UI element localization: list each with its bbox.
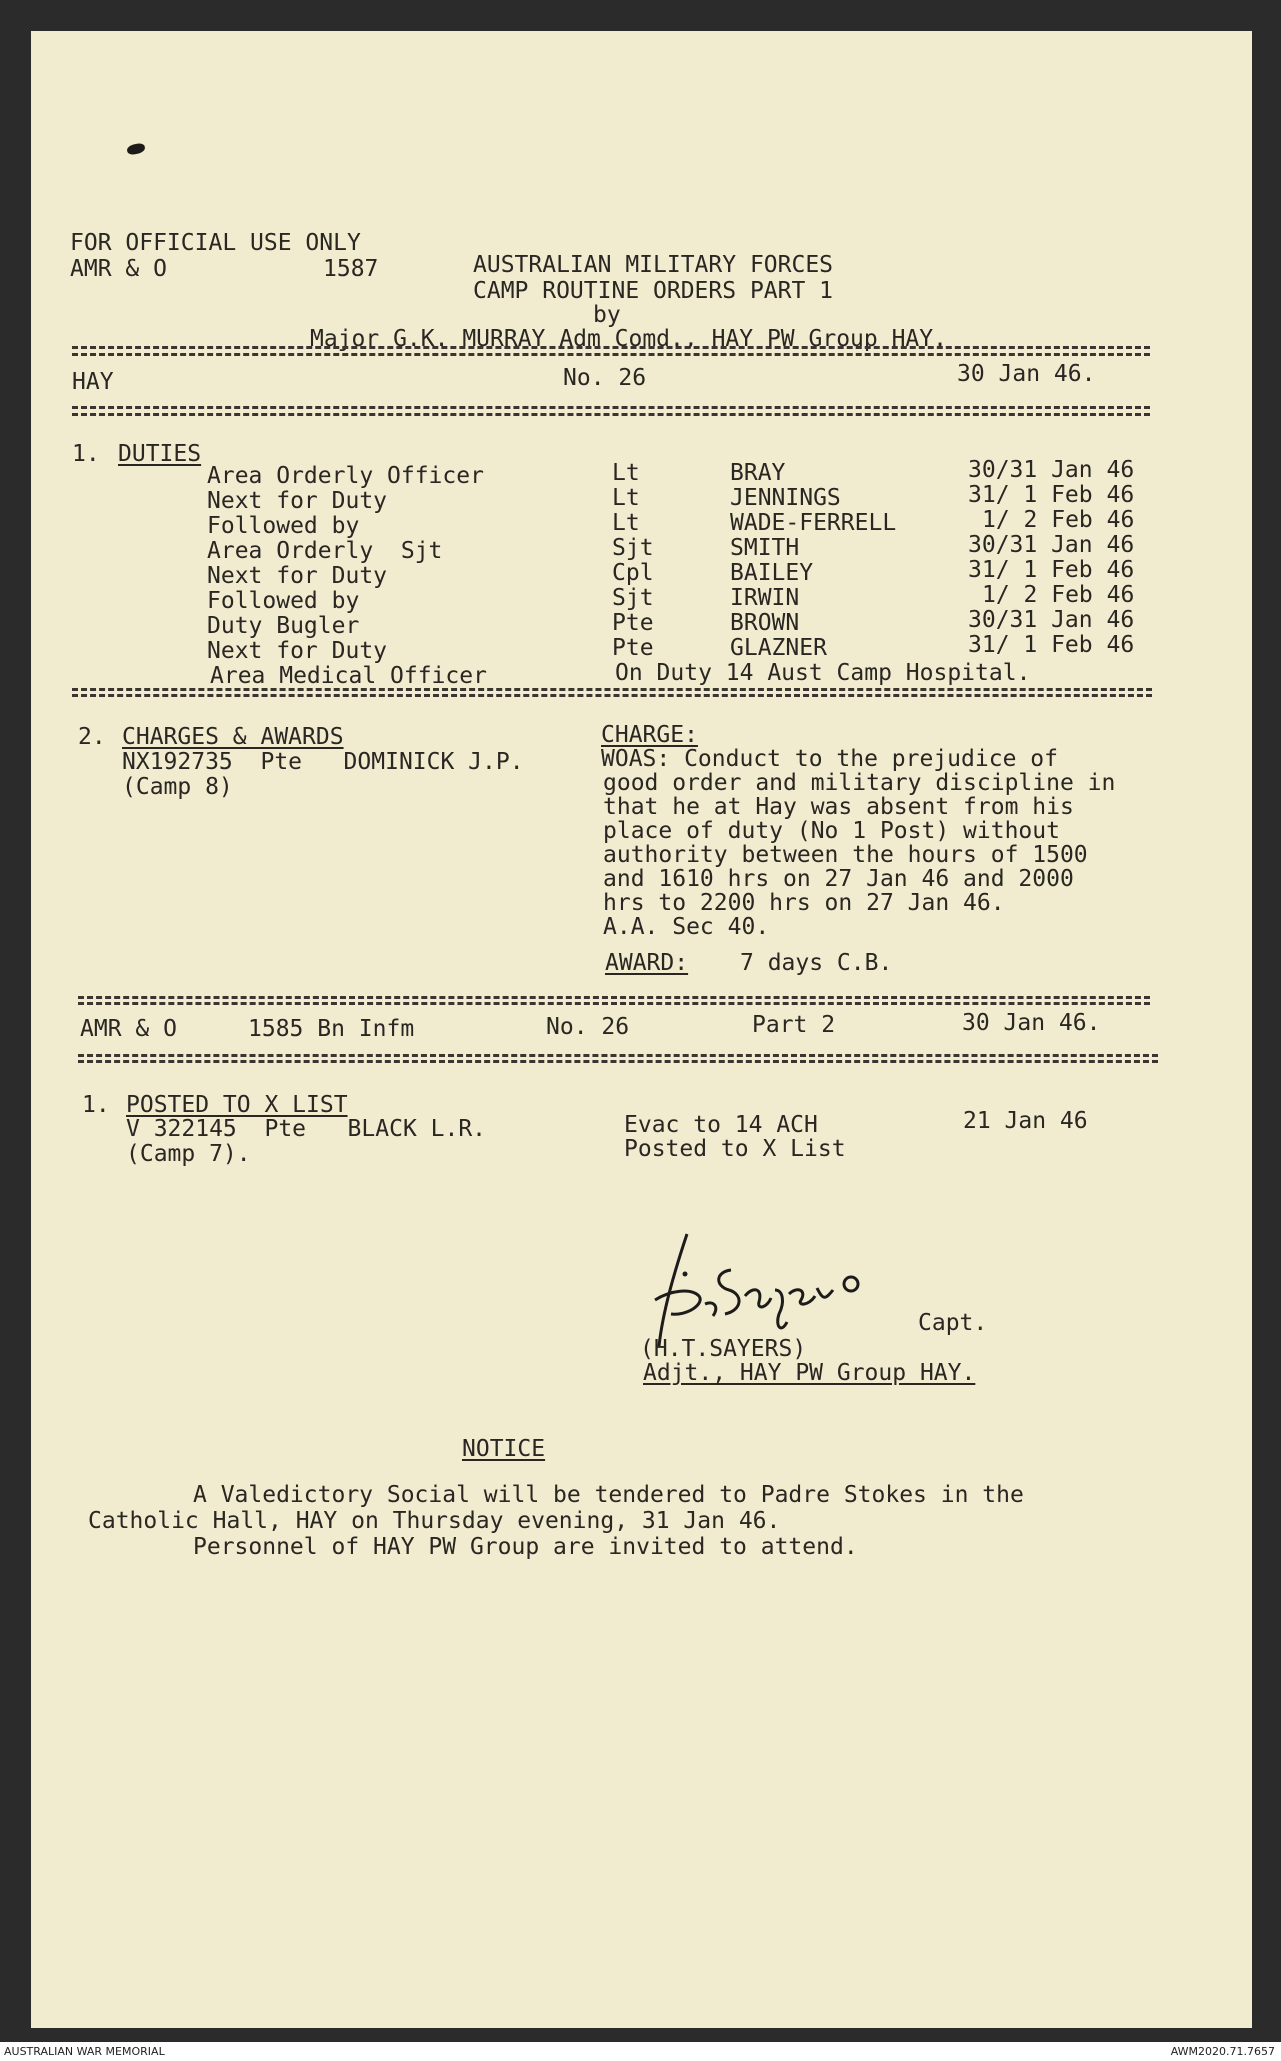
duty-rank: Pte — [612, 610, 654, 636]
charge-line: authority between the hours of 1500 — [603, 842, 1088, 868]
divider — [72, 688, 1152, 691]
divider — [78, 1002, 1150, 1005]
charge-line: WOAS: Conduct to the prejudice of — [601, 746, 1058, 772]
charged-soldier: NX192735 Pte DOMINICK J.P. — [122, 749, 524, 775]
duty-role: Duty Bugler — [207, 613, 360, 639]
posted-soldier: V 322145 Pte BLACK L.R. — [126, 1116, 487, 1142]
charge-line: that he at Hay was absent from his — [603, 794, 1074, 820]
duty-rank: Lt — [612, 485, 640, 511]
duty-name: JENNINGS — [730, 485, 841, 511]
part2-number: No. 26 — [546, 1014, 630, 1040]
signature-rank: Capt. — [918, 1310, 988, 1336]
duty-name: IRWIN — [730, 585, 800, 611]
duty-role: Area Orderly Sjt — [207, 538, 443, 564]
duty-name: BRAY — [730, 460, 786, 486]
duty-role: Next for Duty — [207, 488, 388, 514]
archive-name: AUSTRALIAN WAR MEMORIAL — [4, 2045, 165, 2058]
duty-role: Next for Duty — [207, 563, 388, 589]
divider — [72, 694, 1152, 697]
duties-number: 1. — [72, 441, 100, 467]
place: HAY — [72, 369, 114, 395]
posted-heading: POSTED TO X LIST — [126, 1092, 348, 1118]
signature-name: (H.T.SAYERS) — [640, 1336, 807, 1362]
divider — [72, 413, 1150, 416]
medical-role: Area Medical Officer — [210, 663, 487, 689]
duty-date: 1/ 2 Feb 46 — [982, 582, 1135, 608]
award-label: AWARD: — [605, 950, 689, 976]
duty-role: Followed by — [207, 513, 360, 539]
duty-date: 31/ 1 Feb 46 — [968, 557, 1135, 583]
duty-rank: Sjt — [612, 585, 654, 611]
duty-role: Followed by — [207, 588, 360, 614]
notice-line: Personnel of HAY PW Group are invited to attend. — [193, 1534, 858, 1560]
charges-heading: CHARGES & AWARDS — [122, 724, 344, 750]
duty-date: 31/ 1 Feb 46 — [968, 632, 1135, 658]
amr-number: 1587 — [323, 256, 379, 282]
duty-date: 30/31 Jan 46 — [968, 532, 1135, 558]
divider — [78, 996, 1150, 999]
part2-part: Part 2 — [752, 1012, 836, 1038]
part2-unit: 1585 Bn Infm — [248, 1016, 415, 1042]
posted-action-1: Evac to 14 ACH — [624, 1112, 818, 1138]
duty-name: WADE-FERRELL — [730, 510, 897, 536]
duty-rank: Cpl — [612, 560, 654, 586]
charge-line: good order and military discipline in — [603, 770, 1116, 796]
divider — [72, 353, 1150, 356]
award-value: 7 days C.B. — [740, 950, 893, 976]
doc-title-1: AUSTRALIAN MILITARY FORCES — [473, 252, 834, 278]
charge-line: and 1610 hrs on 27 Jan 46 and 2000 — [603, 866, 1074, 892]
notice-line: Catholic Hall, HAY on Thursday evening, 31 Jan 46. — [88, 1508, 781, 1534]
duty-name: GLAZNER — [730, 635, 827, 661]
duty-rank: Lt — [612, 510, 640, 536]
archive-footer — [0, 2042, 1281, 2061]
amr-label: AMR & O — [70, 256, 167, 282]
duty-date: 1/ 2 Feb 46 — [982, 507, 1135, 533]
medical-value: On Duty 14 Aust Camp Hospital. — [615, 660, 1031, 686]
charges-number: 2. — [78, 724, 106, 750]
duty-role: Next for Duty — [207, 638, 388, 664]
handwritten-signature — [635, 1230, 895, 1350]
duty-date: 31/ 1 Feb 46 — [968, 482, 1135, 508]
order-number: No. 26 — [563, 365, 647, 391]
duty-rank: Pte — [612, 635, 654, 661]
order-date: 30 Jan 46. — [957, 361, 1096, 387]
posted-number: 1. — [82, 1092, 110, 1118]
duties-heading: DUTIES — [118, 441, 202, 467]
posted-camp: (Camp 7). — [126, 1141, 251, 1167]
charged-camp: (Camp 8) — [122, 774, 233, 800]
doc-title-2: CAMP ROUTINE ORDERS PART 1 — [473, 278, 834, 304]
notice-line: A Valedictory Social will be tendered to Padre Stokes in the — [193, 1482, 1024, 1508]
divider — [78, 1054, 1158, 1057]
archive-reference: AWM2020.71.7657 — [1170, 2045, 1275, 2058]
charge-line: place of duty (No 1 Post) without — [603, 818, 1060, 844]
duty-date: 30/31 Jan 46 — [968, 457, 1135, 483]
doc-issuer: Major G.K. MURRAY Adm Comd., HAY PW Group HAY. — [310, 326, 947, 352]
duty-name: BAILEY — [730, 560, 814, 586]
charge-line: A.A. Sec 40. — [603, 914, 770, 940]
part2-date: 30 Jan 46. — [962, 1010, 1101, 1036]
charge-label: CHARGE: — [601, 722, 698, 748]
part2-amr: AMR & O — [80, 1016, 177, 1042]
official-use-label: FOR OFFICIAL USE ONLY — [70, 230, 361, 256]
duty-rank: Lt — [612, 460, 640, 486]
doc-by: by — [593, 302, 621, 328]
posted-date: 21 Jan 46 — [963, 1108, 1088, 1134]
duty-rank: Sjt — [612, 535, 654, 561]
duty-name: SMITH — [730, 535, 800, 561]
divider — [72, 406, 1150, 409]
divider — [78, 1060, 1158, 1063]
posted-action-2: Posted to X List — [624, 1136, 846, 1162]
duty-name: BROWN — [730, 610, 800, 636]
notice-heading: NOTICE — [462, 1436, 546, 1462]
duty-date: 30/31 Jan 46 — [968, 607, 1135, 633]
charge-line: hrs to 2200 hrs on 27 Jan 46. — [603, 890, 1005, 916]
divider — [72, 346, 1150, 349]
duty-role: Area Orderly Officer — [207, 463, 484, 489]
signature-title: Adjt., HAY PW Group HAY. — [643, 1360, 976, 1386]
